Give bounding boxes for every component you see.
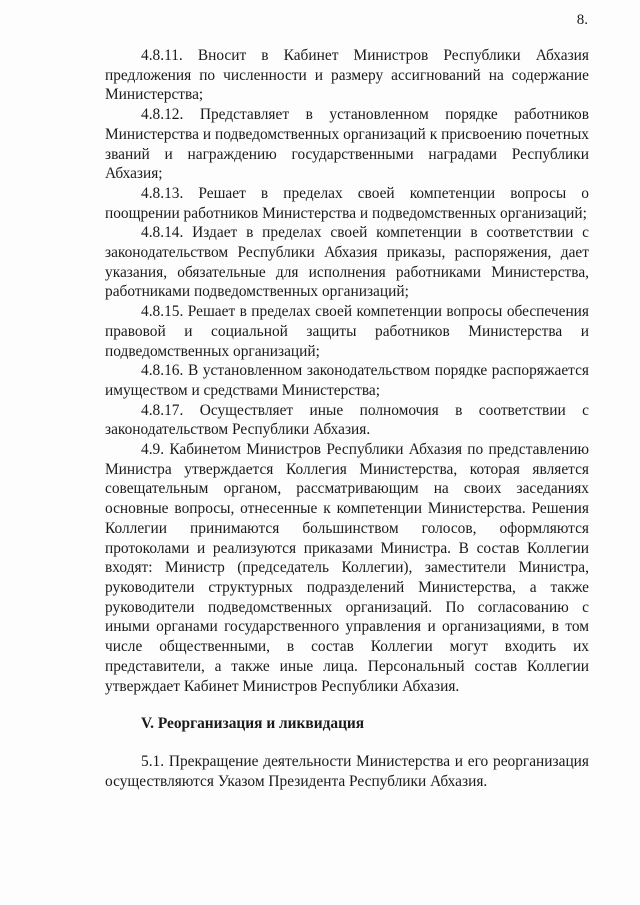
page-number: 8. bbox=[576, 12, 588, 28]
paragraph-4-8-13: 4.8.13. Решает в пределах своей компетенции вопросы о поощрении работников Министерства и подведомственных организаций; bbox=[105, 184, 589, 222]
paragraph-4-8-16: 4.8.16. В установленном законодательством порядке распоряжается имуществом и средствами Министерства; bbox=[105, 362, 589, 399]
paragraph-5-1: 5.1. Прекращение деятельности Министерства и его реорганизация осуществляются Указом Президента Республики Абхазия. bbox=[105, 752, 589, 790]
paragraph-4-8-17: 4.8.17. Осуществляет иные полномочия в соответствии с законодательством Республики Абхазия. bbox=[105, 401, 589, 439]
paragraph-4-8-14: 4.8.14. Издает в пределах своей компетенции в соответствии с законодательством Республики Абхазия приказы, распоряжения, дает указания, обязательные для исполнения работниками Министерства, работниками подведомственных организаций; bbox=[105, 224, 589, 301]
document-body bbox=[105, 46, 589, 791]
paragraph-4-8-15: 4.8.15. Решает в пределах своей компетенции вопросы обеспечения правовой и социальной защиты работников Министерства и подведомственных организаций; bbox=[105, 303, 589, 360]
paragraph-4-8-11: 4.8.11. Вносит в Кабинет Министров Республики Абхазия предложения по численности и размеру ассигнований на содержание Министерства; bbox=[105, 47, 589, 104]
paragraph-4-9: 4.9. Кабинетом Министров Республики Абхазия по представлению Министра утверждается Коллегия Министерства, которая является совещательным органом, рассматривающим на своих заседаниях основные вопросы, отнесенные к компетенции Министерства. Решения Коллегии принимаются большинством голосов, оформляются протоколами и реализуются приказами Министра. В состав Коллегии входят: Министр (председатель Коллегии), заместители Министра, руководители структурных подразделений Министерства, а также руководители подведомственных организаций. По согласованию с иными органами государственного управления и организациями, в том числе общественными, в состав Коллегии могут входить их представители, а также иные лица. Персональный состав Коллегии утверждает Кабинет Министров Республики Абхазия. bbox=[105, 441, 589, 695]
section-heading: V. Реорганизация и ликвидация bbox=[141, 715, 365, 733]
paragraph-4-8-12: 4.8.12. Представляет в установленном порядке работников Министерства и подведомственных организаций к присвоению почетных званий и награждению государственными наградами Республики Абхазия; bbox=[105, 106, 589, 183]
